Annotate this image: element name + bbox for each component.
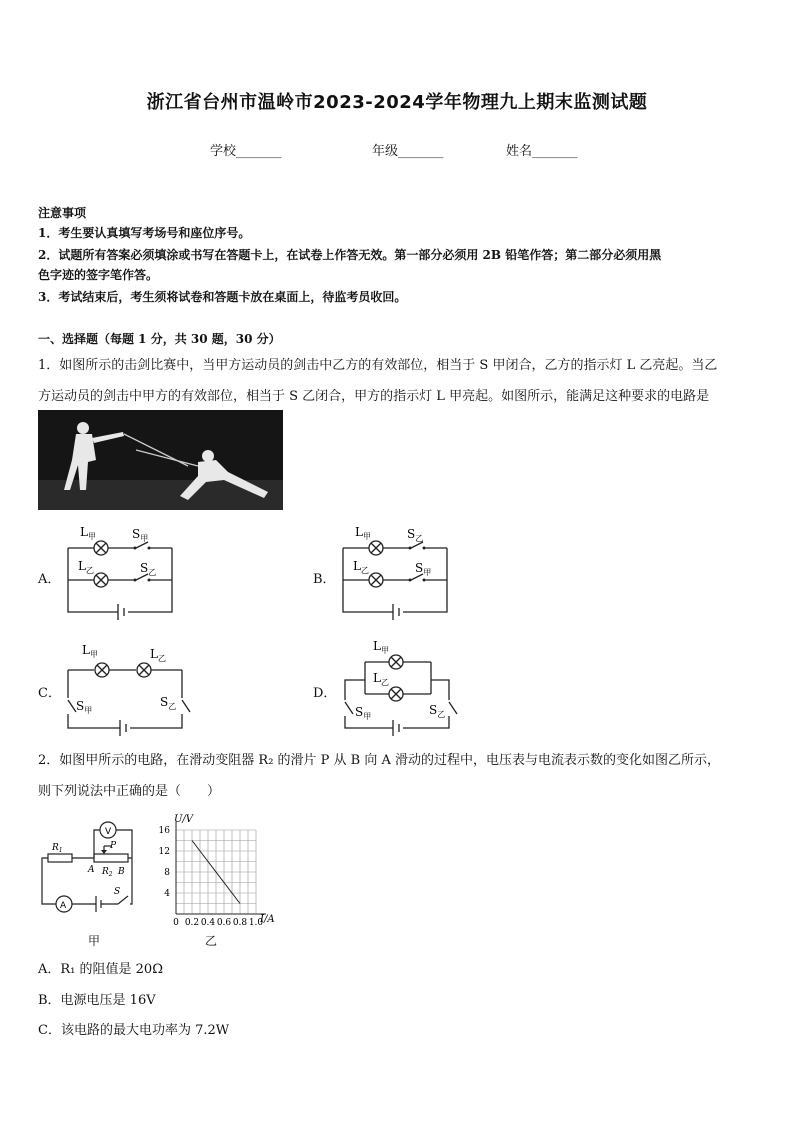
- school-field: 学校_______: [210, 144, 282, 159]
- x-tick-label: 0.6: [216, 918, 232, 928]
- q1-line2: 方运动员的剑击中甲方的有效部位，相当于 S 乙闭合，甲方的指示灯 L 甲亮起。如图所示，能满足这种要求的电路是: [38, 389, 710, 404]
- fig-jia-label: 甲: [88, 934, 101, 948]
- svg-text:P: P: [110, 841, 117, 851]
- svg-text:S甲: $S_甲$: [355, 705, 372, 721]
- svg-text:R2: $R_2$: [102, 867, 113, 878]
- svg-text:S甲: $S_甲$: [132, 527, 149, 543]
- x-tick-label: 0.4: [200, 918, 216, 928]
- svg-text:L甲: $L_甲$: [373, 639, 389, 655]
- x-tick-label: 0: [173, 918, 179, 928]
- q2-chart: [148, 810, 288, 930]
- grade-field: 年级_______: [372, 144, 444, 159]
- notice-item-2: 2．试题所有答案必须填涂或书写在答题卡上，在试卷上作答无效。第一部分必须用 2B 铅笔作答；第二部分必须用黑: [38, 248, 662, 262]
- svg-text:A: A: [88, 865, 95, 875]
- y-tick-label: 8: [164, 868, 170, 878]
- x-tick-label: 0.2: [184, 918, 200, 928]
- svg-text:B: B: [118, 867, 125, 877]
- q2-option-a[interactable]: A．R₁ 的阻值是 20Ω: [38, 962, 163, 977]
- svg-text:L乙: $L_乙$: [353, 559, 369, 575]
- svg-text:S甲: $S_甲$: [415, 561, 432, 577]
- circuit-d: [335, 636, 465, 744]
- x-tick-label: 1.0: [248, 918, 264, 928]
- svg-text:L乙: $L_乙$: [373, 671, 389, 687]
- circuit-c: [60, 638, 200, 742]
- q1-option-b[interactable]: B．: [313, 572, 336, 587]
- y-tick-label: 12: [158, 847, 170, 857]
- q1-line1: 1．如图所示的击剑比赛中，当甲方运动员的剑击中乙方的有效部位，相当于 S 甲闭合，乙方的指示灯 L 乙亮起。当乙: [38, 358, 718, 373]
- section-heading: 一、选择题（每题 1 分，共 30 题，30 分）: [38, 332, 281, 346]
- chart-ylabel: U/V: [174, 814, 194, 825]
- svg-text:S乙: $S_乙$: [429, 703, 446, 719]
- svg-text:S: S: [114, 887, 121, 897]
- q1-option-d[interactable]: D．: [313, 686, 337, 701]
- q2-option-b[interactable]: B．电源电压是 16V: [38, 993, 156, 1008]
- y-tick-label: 16: [158, 826, 170, 836]
- page-title: 浙江省台州市温岭市2023-2024学年物理九上期末监测试题: [146, 92, 648, 113]
- notice-heading: 注意事项: [38, 206, 87, 220]
- q1-option-a[interactable]: A．: [38, 572, 61, 587]
- svg-text:S甲: $S_甲$: [76, 699, 93, 715]
- fig-yi-label: 乙: [205, 934, 218, 948]
- x-tick-label: 0.8: [232, 918, 248, 928]
- svg-text:L乙: $L_乙$: [150, 647, 166, 663]
- q2-line1: 2．如图甲所示的电路，在滑动变阻器 R₂ 的滑片 P 从 B 向 A 滑动的过程中，电压表与电流表示数的变化如图乙所示，: [38, 753, 721, 768]
- svg-text:R1: $R_1$: [52, 843, 63, 854]
- circuit-b: [335, 520, 455, 630]
- svg-text:L甲: $L_甲$: [355, 525, 371, 541]
- svg-text:S乙: $S_乙$: [407, 527, 424, 543]
- q2-line2: 则下列说法中正确的是（ ）: [38, 784, 221, 799]
- svg-text:L乙: $L_乙$: [78, 559, 94, 575]
- y-tick-label: 4: [164, 889, 170, 899]
- svg-text:L甲: $L_甲$: [80, 525, 96, 541]
- svg-text:V: V: [105, 827, 112, 837]
- svg-text:S乙: $S_乙$: [140, 561, 157, 577]
- notice-item-3: 3．考试结束后，考生须将试卷和答题卡放在桌面上，待监考员收回。: [38, 290, 407, 304]
- q2-circuit-jia: [38, 818, 138, 918]
- q1-option-c[interactable]: C．: [38, 686, 61, 701]
- notice-item-1: 1．考生要认真填写考场号和座位序号。: [38, 226, 251, 240]
- svg-text:S乙: $S_乙$: [160, 695, 177, 711]
- notice-item-2-cont: 色字迹的签字笔作答。: [38, 268, 159, 282]
- circuit-a: [60, 520, 180, 630]
- fencing-photo: [38, 410, 283, 510]
- svg-text:A: A: [60, 901, 67, 911]
- chart-xlabel: I/A: [260, 914, 275, 925]
- name-field: 姓名_______: [506, 144, 578, 159]
- q2-option-c[interactable]: C．该电路的最大电功率为 7.2W: [38, 1023, 230, 1038]
- svg-text:L甲: $L_甲$: [82, 643, 98, 659]
